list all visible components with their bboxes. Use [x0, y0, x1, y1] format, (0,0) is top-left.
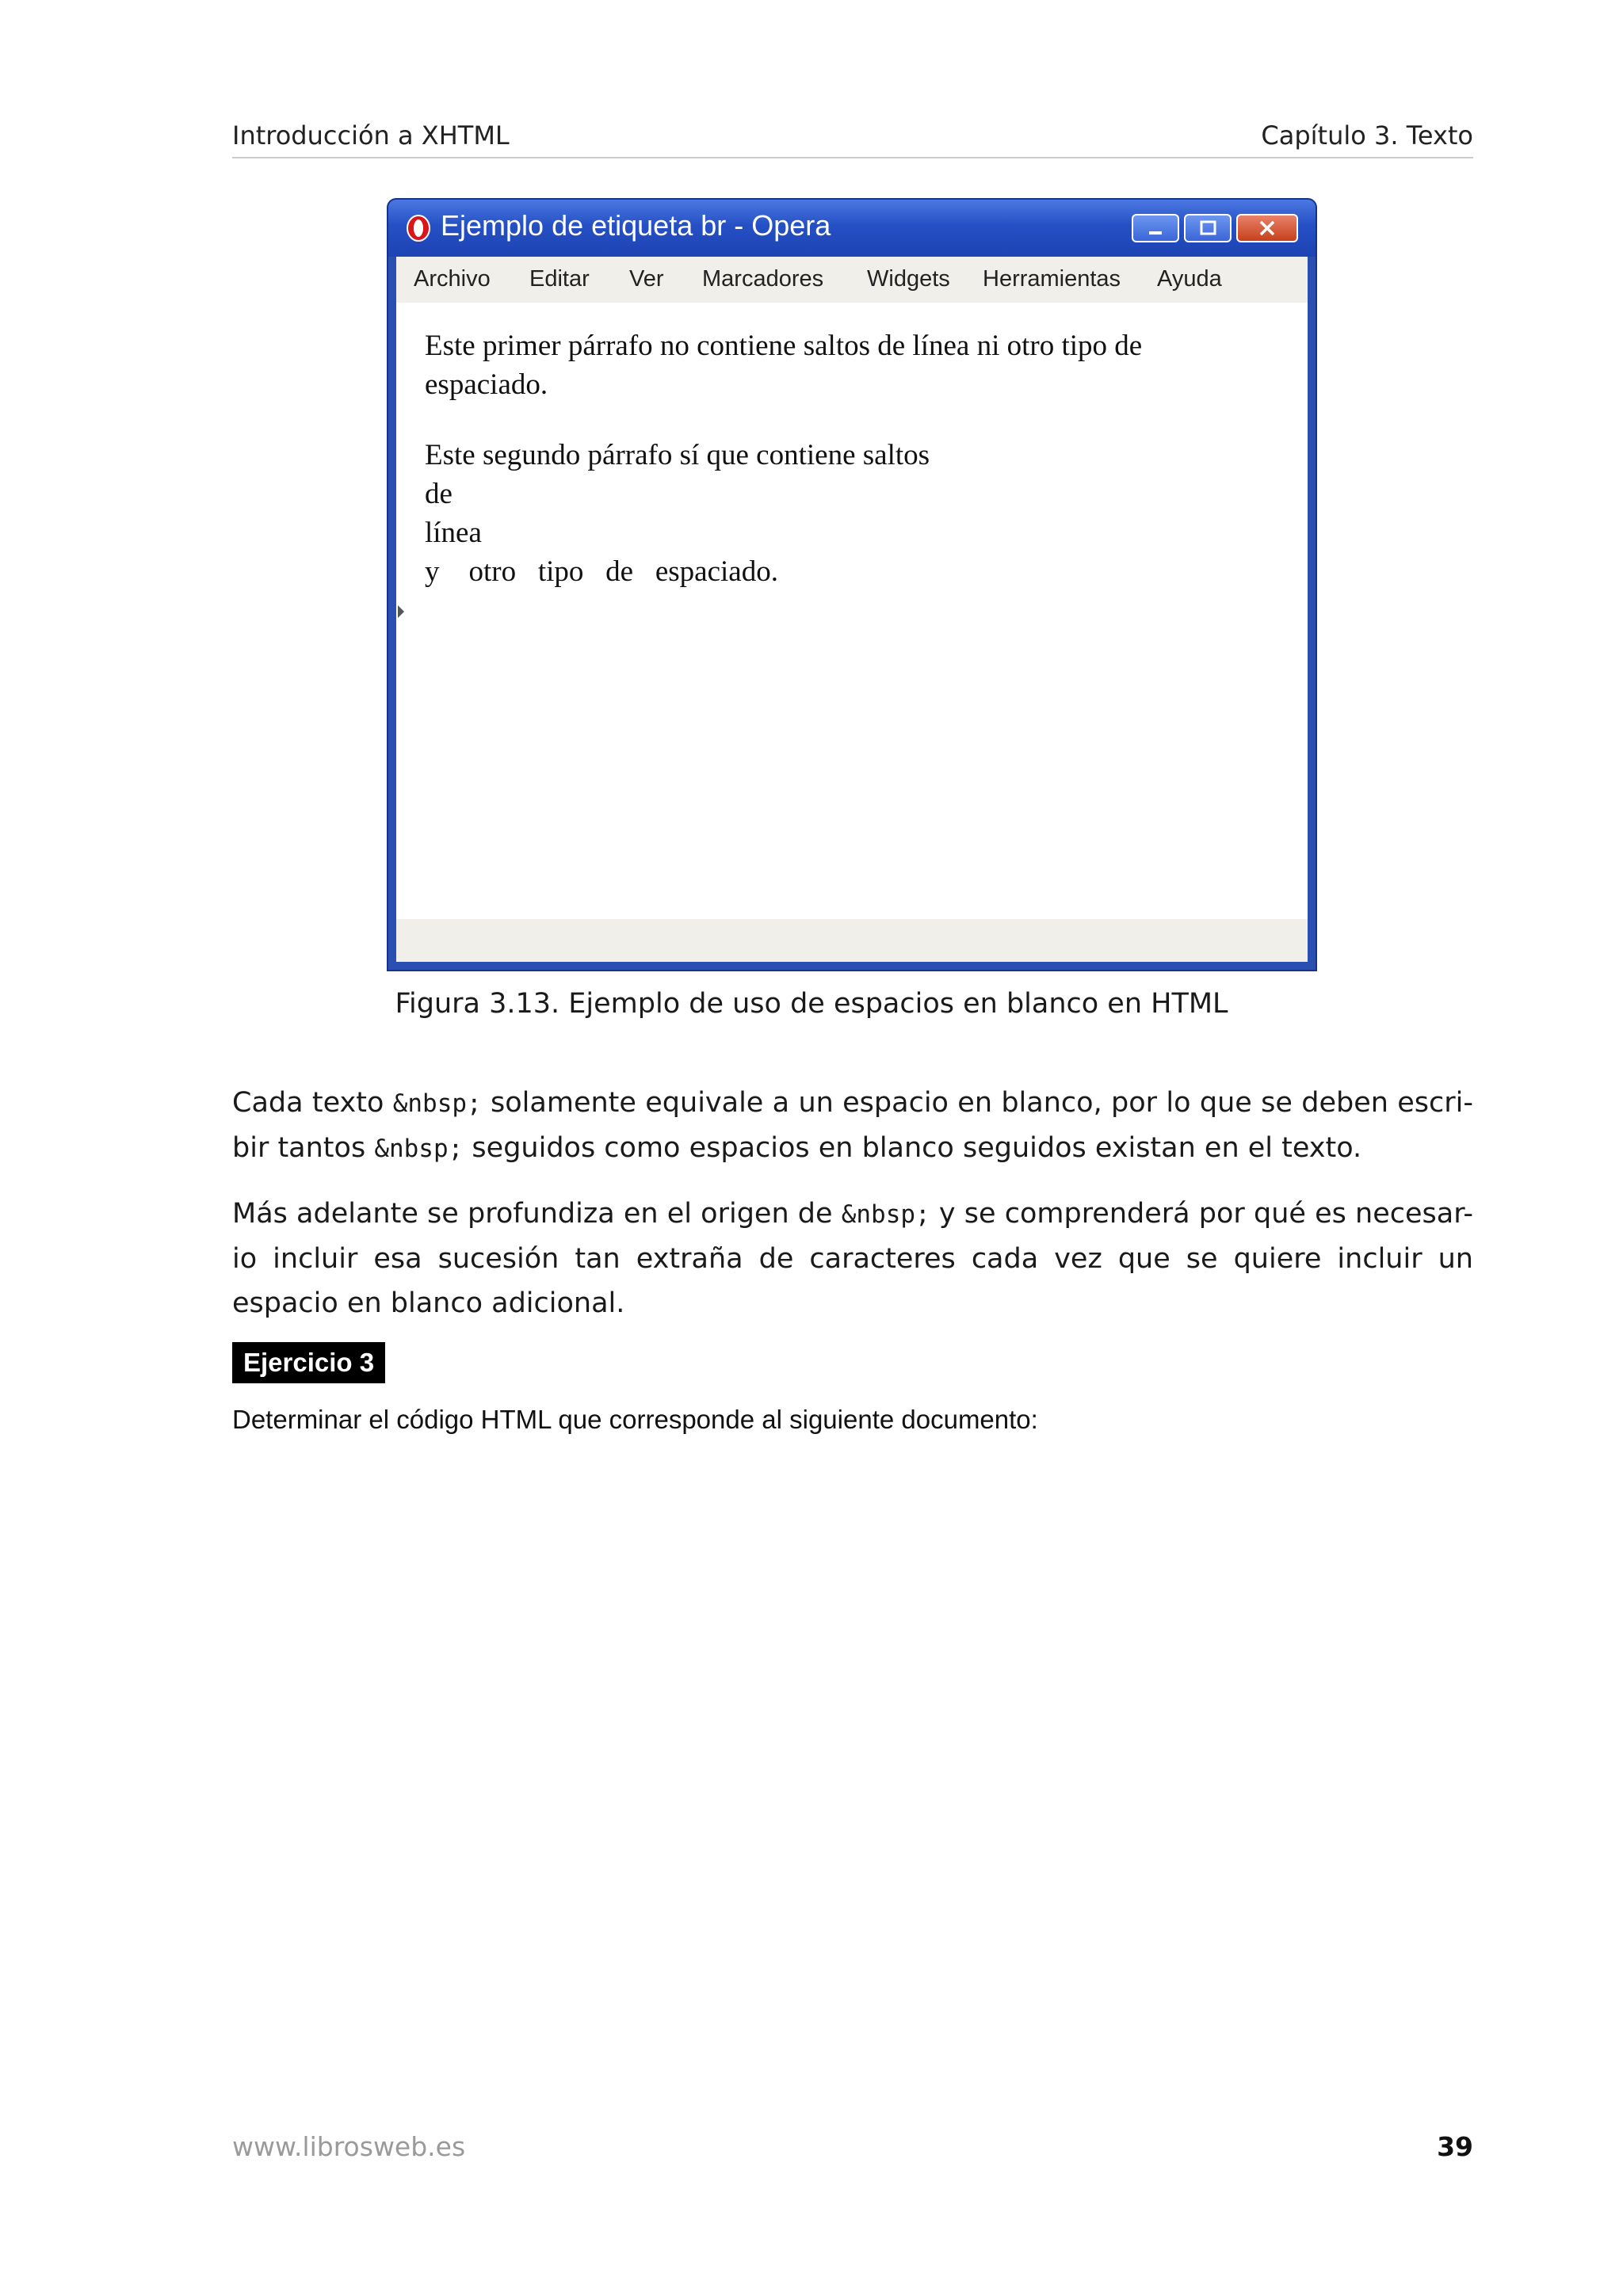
- minimize-icon: [1133, 215, 1178, 241]
- body-paragraph-1: Cada texto &nbsp; solamente equivale a un espacio en blanco, por lo que se deben escri-bir tantos &nbsp; seguidos como espacios en blanco seguidos existan en el texto.: [232, 1087, 1473, 1164]
- window-titlebar: [388, 200, 1316, 257]
- exercise-text: Determinar el código HTML que corresponde al siguiente documento:: [232, 1405, 1038, 1434]
- menu-archivo[interactable]: Archivo: [414, 266, 491, 292]
- page-number: 39: [1437, 2131, 1473, 2162]
- status-bar: [396, 919, 1308, 962]
- footer-url: www.librosweb.es: [232, 2131, 466, 2162]
- maximize-button[interactable]: [1184, 214, 1232, 242]
- browser-window-screenshot: [387, 198, 1317, 971]
- menu-marcadores[interactable]: Marcadores: [702, 266, 824, 292]
- page-viewport: [396, 303, 1308, 919]
- inline-code: &nbsp;: [374, 1135, 464, 1163]
- menu-bar: [396, 257, 1308, 303]
- inline-code: &nbsp;: [392, 1089, 482, 1118]
- exercise-label: Ejercicio 3: [232, 1342, 385, 1383]
- figure-caption: Figura 3.13. Ejemplo de uso de espacios en blanco en HTML: [395, 988, 1228, 1020]
- maximize-icon: [1186, 215, 1230, 241]
- header-chapter-title: Capítulo 3. Texto: [1261, 120, 1473, 151]
- second-paragraph: Este segundo párrafo sí que contiene saltos de línea y otro tipo de espaciado.: [425, 439, 930, 588]
- first-paragraph: Este primer párrafo no contiene saltos de línea ni otro tipo de espaciado.: [425, 330, 1143, 401]
- close-button[interactable]: [1236, 214, 1298, 242]
- opera-icon: [406, 214, 431, 242]
- menu-ayuda[interactable]: Ayuda: [1157, 266, 1222, 292]
- menu-herramientas[interactable]: Herramientas: [983, 266, 1121, 292]
- panel-toggle-icon: [398, 605, 404, 618]
- header-book-title: Introducción a XHTML: [232, 120, 510, 151]
- menu-editar[interactable]: Editar: [529, 266, 590, 292]
- menu-ver[interactable]: Ver: [629, 266, 664, 292]
- minimize-button[interactable]: [1132, 214, 1179, 242]
- window-title: Ejemplo de etiqueta br - Opera: [441, 209, 831, 242]
- close-icon: [1238, 215, 1296, 241]
- menu-widgets[interactable]: Widgets: [867, 266, 950, 292]
- page-header: [232, 117, 1473, 158]
- inline-code: &nbsp;: [841, 1200, 930, 1229]
- body-paragraph-2: Más adelante se profundiza en el origen de &nbsp; y se comprenderá por qué es necesar-io incluir esa sucesión tan extraña de caracteres cada vez que se quiere incluir un espacio en blanco adicional.: [232, 1198, 1473, 1319]
